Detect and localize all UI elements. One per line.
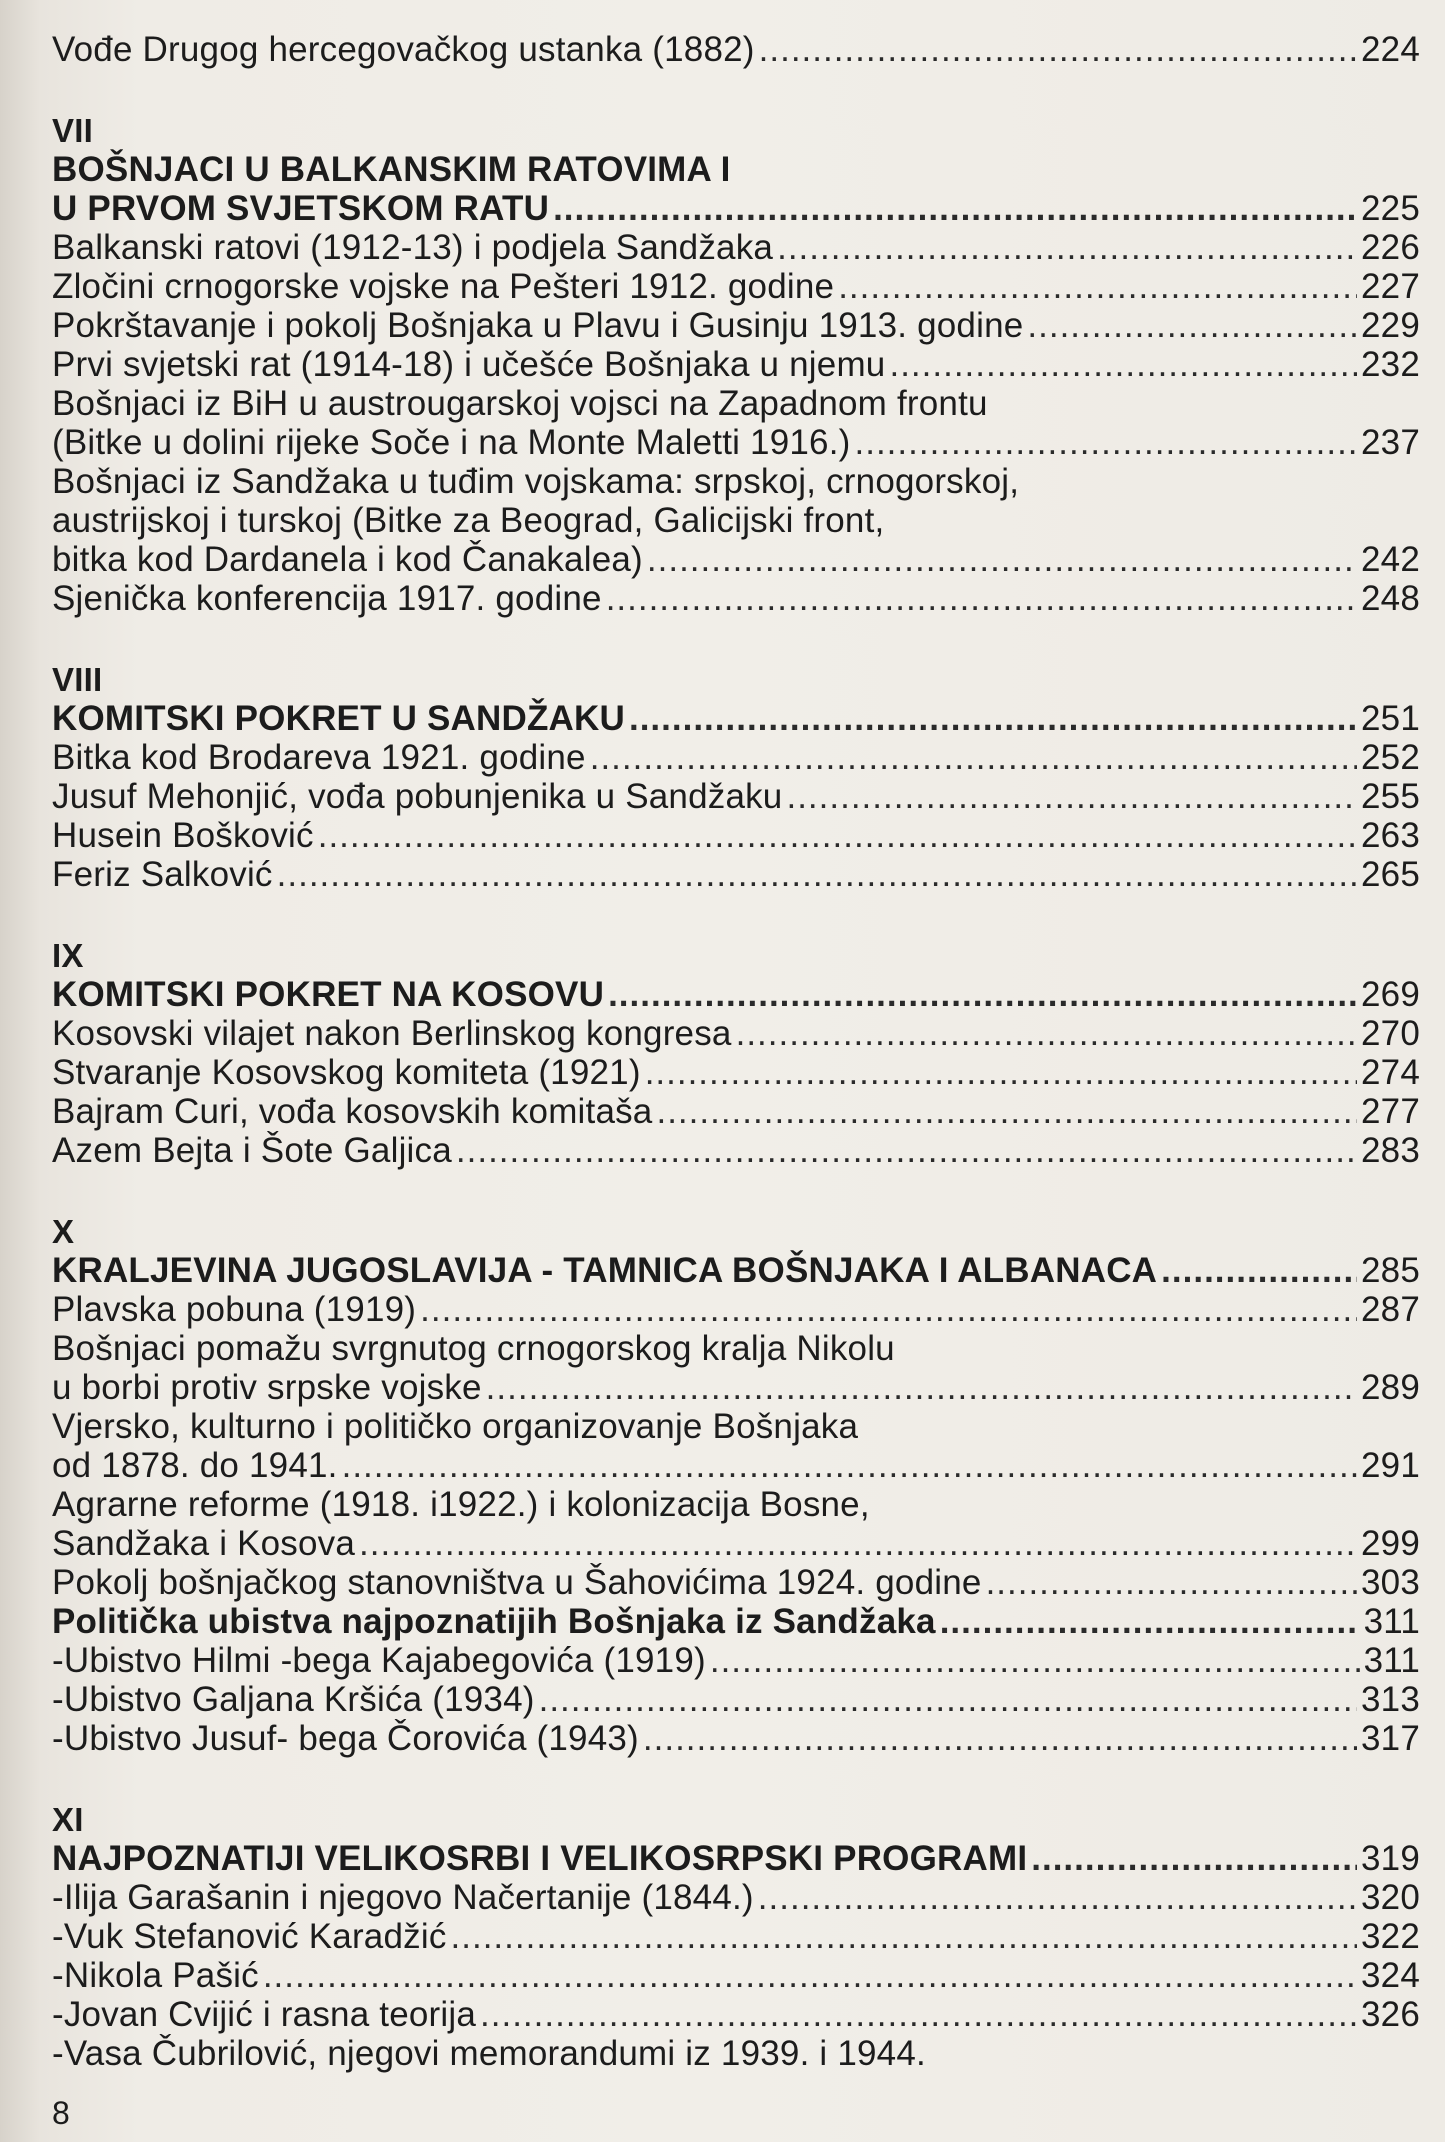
toc-entry-line: austrijskoj i turskoj (Bitke za Beograd, Galicijski front, [52,501,885,540]
section-heading: KOMITSKI POKRET NA KOSOVU ..... 269 [52,975,1420,1014]
toc-entry: -Nikola Pašić ..... 324 [52,1956,1420,1995]
toc-entry-line: Bošnjaci pomažu svrgnutog crnogorskog kralja Nikolu [52,1329,895,1368]
toc-entry: Husein Bošković ..... 263 [52,816,1420,855]
toc-entry-line: Vjersko, kulturno i političko organizovanje Bošnjaka [52,1407,859,1446]
toc-entry: Kosovski vilajet nakon Berlinskog kongresa ..... 270 [52,1014,1420,1053]
section-numeral: VII [52,112,93,149]
section-heading [52,189,1420,228]
toc-subheading: Politička ubistva najpoznatijih Bošnjaka iz Sandžaka ..... 311 [52,1602,1420,1641]
toc-entry: Bitka kod Brodareva 1921. godine ..... 252 [52,738,1420,777]
toc-entry: Sjenička konferencija 1917. godine ..... 248 [52,579,1420,618]
toc-entry-page: 224 [1361,30,1420,69]
table-of-contents [52,30,1420,2073]
toc-entry: Sandžaka i Kosova ..... 299 [52,1524,1420,1563]
section-numeral: IX [52,937,84,974]
toc-entry [52,30,1420,69]
toc-entry: Feriz Salković ..... 265 [52,855,1420,894]
toc-entry: Zločini crnogorske vojske na Pešteri 1912. godine ..... 227 [52,267,1420,306]
leader-dots [759,30,1357,69]
toc-entry-line: Bošnjaci iz Sandžaka u tuđim vojskama: srpskoj, crnogorskoj, [52,462,1020,501]
toc-entry-line: Agrarne reforme (1918. i1922.) i kolonizacija Bosne, [52,1485,870,1524]
toc-entry: od 1878. do 1941. ..... 291 [52,1446,1420,1485]
toc-entry: -Vuk Stefanović Karadžić ..... 322 [52,1917,1420,1956]
toc-entry: bitka kod Dardanela i kod Čanakalea) ..... 242 [52,540,1420,579]
section-numeral: XI [52,1801,84,1838]
toc-entry: Pokrštavanje i pokolj Bošnjaka u Plavu i Gusinju 1913. godine ..... 229 [52,306,1420,345]
section-heading: NAJPOZNATIJI VELIKOSRBI I VELIKOSRPSKI PROGRAMI ..... 319 [52,1839,1420,1878]
toc-entry: -Ubistvo Jusuf- bega Čorovića (1943) ..... 317 [52,1719,1420,1758]
section-heading-page: 225 [1361,189,1420,228]
toc-entry: Balkanski ratovi (1912-13) i podjela Sandžaka ..... 226 [52,228,1420,267]
section-heading-title: U PRVOM SVJETSKOM RATU [52,189,550,228]
toc-entry: -Jovan Cvijić i rasna teorija ..... 326 [52,1995,1420,2034]
section-numeral: VIII [52,661,103,698]
section-heading: KOMITSKI POKRET U SANDŽAKU ..... 251 [52,699,1420,738]
toc-entry: (Bitke u dolini rijeke Soče i na Monte Maletti 1916.) ..... 237 [52,423,1420,462]
section-heading-line: BOŠNJACI U BALKANSKIM RATOVIMA I [52,150,731,189]
toc-entry: u borbi protiv srpske vojske ..... 289 [52,1368,1420,1407]
toc-entry: Stvaranje Kosovskog komiteta (1921) ..... 274 [52,1053,1420,1092]
section-heading: KRALJEVINA JUGOSLAVIJA - TAMNICA BOŠNJAKA I ALBANACA ..... 285 [52,1251,1420,1290]
toc-entry: Jusuf Mehonjić, vođa pobunjenika u Sandžaku ..... 255 [52,777,1420,816]
toc-entry: Plavska pobuna (1919) ..... 287 [52,1290,1420,1329]
section-numeral: X [52,1213,75,1250]
toc-entry-title: Vođe Drugog hercegovačkog ustanka (1882) [52,30,755,69]
toc-entry: Azem Bejta i Šote Galjica ..... 283 [52,1131,1420,1170]
toc-entry: -Ilija Garašanin i njegovo Načertanije (1844.) ..... 320 [52,1878,1420,1917]
toc-entry: Bajram Curi, vođa kosovskih komitaša ..... 277 [52,1092,1420,1131]
toc-entry: -Vasa Čubrilović, njegovi memorandumi iz 1939. i 1944. [52,2034,926,2073]
leader-dots [553,189,1357,228]
page-number: 8 [52,2095,70,2131]
toc-entry-line: Bošnjaci iz BiH u austrougarskoj vojsci na Zapadnom frontu [52,384,988,423]
toc-entry: Prvi svjetski rat (1914-18) i učešće Bošnjaka u njemu ..... 232 [52,345,1420,384]
toc-entry: Pokolj bošnjačkog stanovništva u Šahovićima 1924. godine ..... 303 [52,1563,1420,1602]
toc-entry: -Ubistvo Galjana Kršića (1934) ..... 313 [52,1680,1420,1719]
toc-entry: -Ubistvo Hilmi -bega Kajabegovića (1919) ..... 311 [52,1641,1420,1680]
